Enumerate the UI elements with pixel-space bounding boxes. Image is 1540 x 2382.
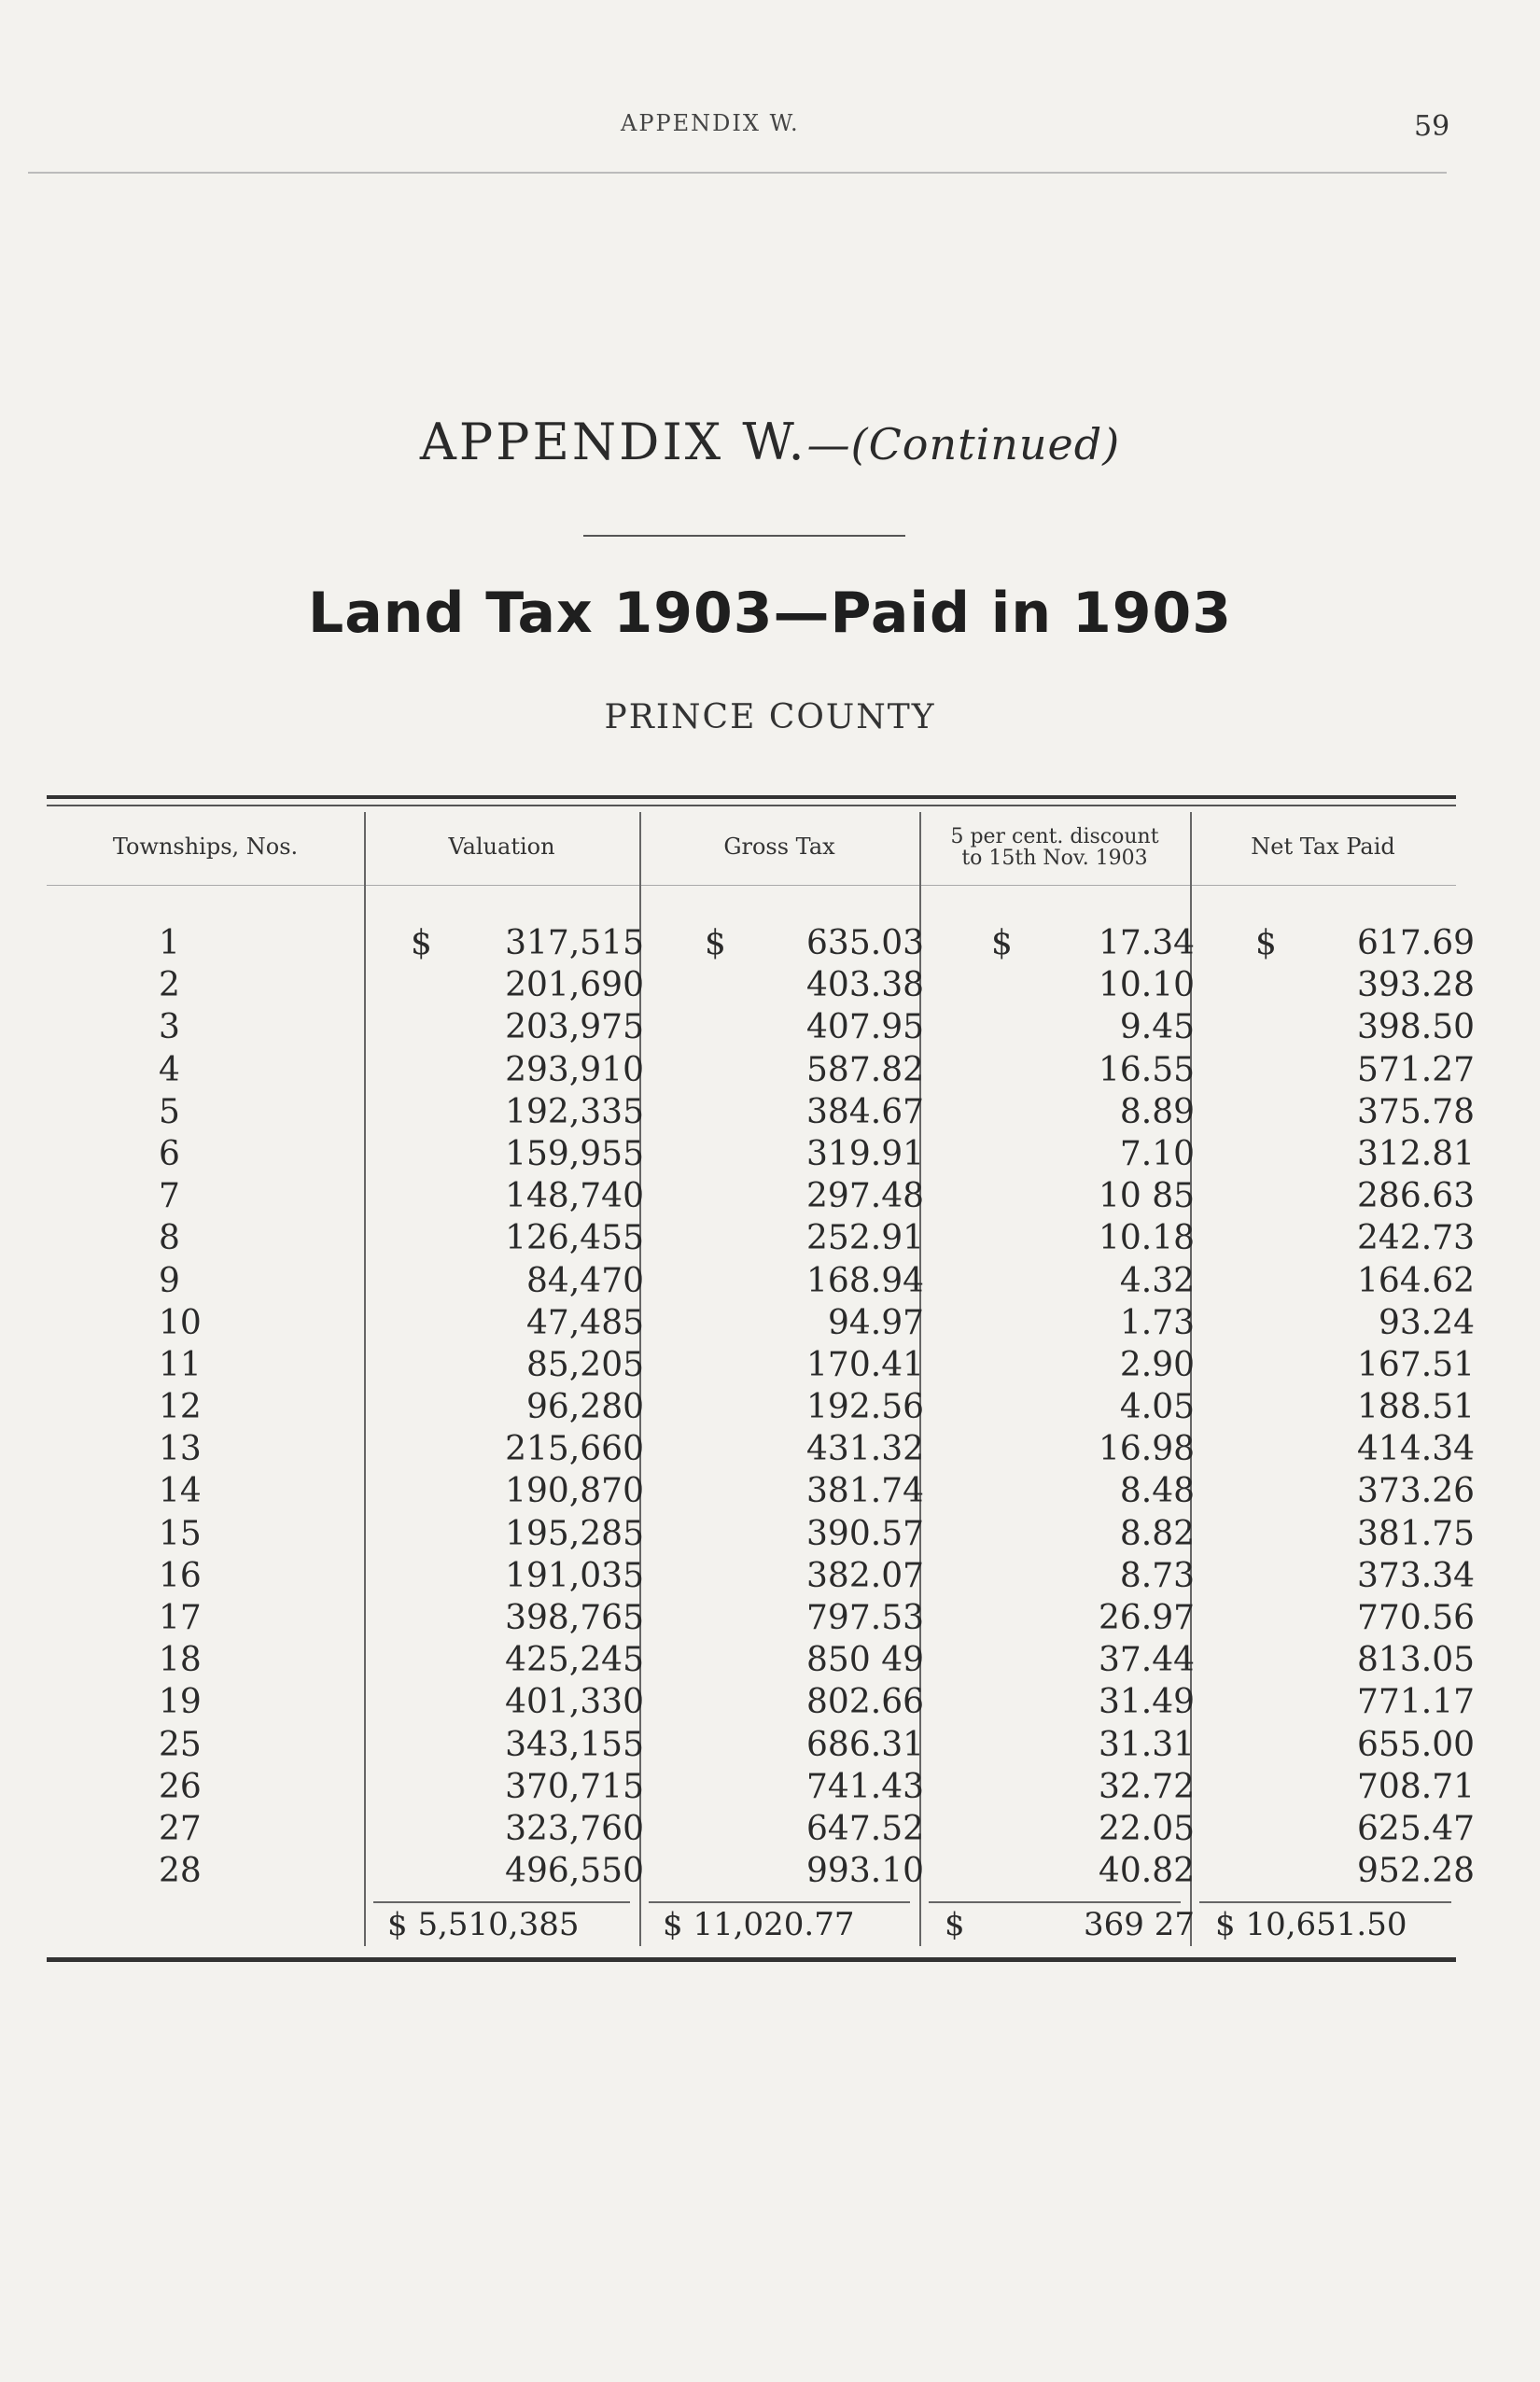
net-tax-cell: 625.47 bbox=[1357, 1809, 1475, 1848]
appendix-title-main: APPENDIX W. bbox=[419, 413, 807, 471]
totals-row bbox=[47, 1904, 1456, 1946]
gross-tax-cell: 647.52 bbox=[806, 1809, 924, 1848]
header-discount bbox=[919, 812, 1190, 883]
table-row bbox=[47, 1175, 1475, 1217]
township-cell: 5 bbox=[159, 1092, 180, 1131]
gross-tax-cell: 390.57 bbox=[806, 1514, 924, 1553]
discount-cell: 31.31 bbox=[1098, 1725, 1195, 1764]
total-net-tax: $ 10,651.50 bbox=[1215, 1906, 1407, 1943]
gross-tax-cell: 403.38 bbox=[806, 966, 924, 1005]
net-tax-cell: 813.05 bbox=[1357, 1641, 1475, 1680]
page-title: Land Tax 1903—Paid in 1903 bbox=[308, 581, 1232, 646]
discount-cell: 37.44 bbox=[1098, 1641, 1195, 1680]
net-tax-cell: 373.26 bbox=[1357, 1472, 1475, 1511]
discount-cell: 8.89 bbox=[1119, 1092, 1195, 1131]
table-row bbox=[47, 1428, 1475, 1470]
gross-tax-cell: 431.32 bbox=[806, 1430, 924, 1469]
net-tax-cell: 398.50 bbox=[1357, 1008, 1475, 1047]
header-gross-tax: Gross Tax bbox=[723, 834, 835, 861]
gross-tax-cell: 192.56 bbox=[806, 1388, 924, 1427]
gross-tax-cell: 170.41 bbox=[806, 1345, 924, 1384]
table-body bbox=[47, 922, 1475, 1892]
net-tax-cell: 617.69 bbox=[1357, 924, 1475, 962]
header-net-tax: Net Tax Paid bbox=[1251, 834, 1395, 861]
township-cell: 28 bbox=[159, 1852, 202, 1891]
township-cell: 8 bbox=[159, 1219, 180, 1258]
discount-cell: 4.32 bbox=[1119, 1261, 1195, 1300]
gross-tax-cell: 587.82 bbox=[806, 1050, 924, 1089]
appendix-title bbox=[0, 413, 1540, 471]
total-discount: 369 27 bbox=[1084, 1906, 1195, 1943]
total-rule-net bbox=[1199, 1901, 1451, 1903]
page-number: 59 bbox=[1414, 110, 1450, 143]
discount-cell: 31.49 bbox=[1098, 1683, 1195, 1722]
total-rule-gross bbox=[649, 1901, 910, 1903]
valuation-cell: 398,765 bbox=[505, 1599, 644, 1637]
township-cell: 12 bbox=[159, 1388, 202, 1427]
total-discount-currency: $ bbox=[945, 1906, 965, 1943]
gross-tax-cell: 686.31 bbox=[806, 1725, 924, 1764]
valuation-cell: 201,690 bbox=[505, 966, 644, 1005]
gross-tax-cell: 382.07 bbox=[806, 1556, 924, 1595]
township-cell: 27 bbox=[159, 1809, 202, 1848]
valuation-cell: 148,740 bbox=[505, 1177, 644, 1216]
valuation-cell: 203,975 bbox=[505, 1008, 644, 1047]
gross-tax-cell: 802.66 bbox=[806, 1683, 924, 1722]
table-row bbox=[47, 1260, 1475, 1302]
table-top-rule bbox=[47, 795, 1456, 799]
currency-discount: $ bbox=[991, 924, 1013, 962]
net-tax-cell: 375.78 bbox=[1357, 1092, 1475, 1131]
valuation-cell: 317,515 bbox=[505, 924, 644, 962]
township-cell: 9 bbox=[159, 1261, 180, 1300]
net-tax-cell: 93.24 bbox=[1378, 1303, 1475, 1342]
table-row bbox=[47, 1766, 1475, 1808]
discount-cell: 7.10 bbox=[1119, 1134, 1195, 1173]
table-row bbox=[47, 1808, 1475, 1850]
valuation-cell: 215,660 bbox=[505, 1430, 644, 1469]
total-rule-valuation bbox=[373, 1901, 630, 1903]
header-valuation: Valuation bbox=[448, 834, 555, 861]
valuation-cell: 323,760 bbox=[505, 1809, 644, 1848]
gross-tax-cell: 407.95 bbox=[806, 1008, 924, 1047]
gross-tax-cell: 252.91 bbox=[806, 1219, 924, 1258]
total-valuation: $ 5,510,385 bbox=[387, 1906, 580, 1943]
gross-tax-cell: 384.67 bbox=[806, 1092, 924, 1131]
net-tax-cell: 708.71 bbox=[1357, 1767, 1475, 1806]
township-cell: 11 bbox=[159, 1345, 202, 1384]
appendix-title-continued: —(Continued) bbox=[806, 419, 1121, 469]
township-cell: 6 bbox=[159, 1134, 180, 1173]
net-tax-cell: 188.51 bbox=[1357, 1388, 1475, 1427]
table-row bbox=[47, 1555, 1475, 1597]
table-row bbox=[47, 1850, 1475, 1892]
valuation-cell: 370,715 bbox=[505, 1767, 644, 1806]
valuation-cell: 425,245 bbox=[505, 1641, 644, 1680]
table-row bbox=[47, 1006, 1475, 1048]
valuation-cell: 126,455 bbox=[505, 1219, 644, 1258]
table-row bbox=[47, 1724, 1475, 1766]
township-cell: 19 bbox=[159, 1683, 202, 1722]
discount-cell: 40.82 bbox=[1098, 1852, 1195, 1891]
valuation-cell: 293,910 bbox=[505, 1050, 644, 1089]
township-cell: 7 bbox=[159, 1177, 180, 1216]
valuation-cell: 191,035 bbox=[505, 1556, 644, 1595]
gross-tax-cell: 297.48 bbox=[806, 1177, 924, 1216]
township-cell: 15 bbox=[159, 1514, 202, 1553]
discount-cell: 9.45 bbox=[1119, 1008, 1195, 1047]
valuation-cell: 159,955 bbox=[505, 1134, 644, 1173]
header-bottom-rule bbox=[47, 885, 1456, 886]
net-tax-cell: 312.81 bbox=[1357, 1134, 1475, 1173]
currency-net-tax: $ bbox=[1255, 924, 1277, 962]
valuation-cell: 96,280 bbox=[526, 1388, 644, 1427]
running-title: APPENDIX W. bbox=[621, 110, 800, 136]
gross-tax-cell: 741.43 bbox=[806, 1767, 924, 1806]
discount-cell: 8.82 bbox=[1119, 1514, 1195, 1553]
total-rule-discount bbox=[929, 1901, 1181, 1903]
gross-tax-cell: 168.94 bbox=[806, 1261, 924, 1300]
net-tax-cell: 167.51 bbox=[1357, 1345, 1475, 1384]
gross-tax-cell: 319.91 bbox=[806, 1134, 924, 1173]
table-row bbox=[47, 1386, 1475, 1428]
table-top-rule-thin bbox=[47, 805, 1456, 806]
table-row bbox=[47, 1049, 1475, 1091]
table-row bbox=[47, 1513, 1475, 1555]
township-cell: 1 bbox=[159, 924, 180, 962]
discount-cell: 16.55 bbox=[1098, 1050, 1195, 1089]
header-township: Townships, Nos. bbox=[112, 834, 299, 861]
discount-cell: 4.05 bbox=[1119, 1388, 1195, 1427]
township-cell: 4 bbox=[159, 1050, 180, 1089]
table-row bbox=[47, 1302, 1475, 1344]
running-head bbox=[0, 110, 1540, 147]
valuation-cell: 190,870 bbox=[505, 1472, 644, 1511]
discount-cell: 17.34 bbox=[1098, 924, 1195, 962]
gross-tax-cell: 993.10 bbox=[806, 1852, 924, 1891]
township-cell: 10 bbox=[159, 1303, 202, 1342]
title-divider bbox=[583, 535, 905, 537]
net-tax-cell: 393.28 bbox=[1357, 966, 1475, 1005]
net-tax-cell: 655.00 bbox=[1357, 1725, 1475, 1764]
county-subtitle: PRINCE COUNTY bbox=[604, 698, 936, 736]
valuation-cell: 85,205 bbox=[526, 1345, 644, 1384]
valuation-cell: 343,155 bbox=[505, 1725, 644, 1764]
net-tax-cell: 381.75 bbox=[1357, 1514, 1475, 1553]
discount-cell: 10.18 bbox=[1098, 1219, 1195, 1258]
discount-cell: 8.48 bbox=[1119, 1472, 1195, 1511]
township-cell: 26 bbox=[159, 1767, 202, 1806]
table-row bbox=[47, 1344, 1475, 1386]
net-tax-cell: 286.63 bbox=[1357, 1177, 1475, 1216]
table-row bbox=[47, 1681, 1475, 1723]
discount-cell: 10.10 bbox=[1098, 966, 1195, 1005]
gross-tax-cell: 381.74 bbox=[806, 1472, 924, 1511]
header-discount-line2: to 15th Nov. 1903 bbox=[961, 847, 1148, 870]
discount-cell: 10 85 bbox=[1098, 1177, 1195, 1216]
total-gross-tax: $ 11,020.77 bbox=[663, 1906, 855, 1943]
valuation-cell: 496,550 bbox=[505, 1852, 644, 1891]
net-tax-cell: 952.28 bbox=[1357, 1852, 1475, 1891]
valuation-cell: 401,330 bbox=[505, 1683, 644, 1722]
currency-gross-tax: $ bbox=[705, 924, 726, 962]
header-discount-line1: 5 per cent. discount bbox=[950, 824, 1159, 848]
table-row bbox=[47, 1091, 1475, 1133]
table-row bbox=[47, 1217, 1475, 1259]
valuation-cell: 195,285 bbox=[505, 1514, 644, 1553]
table-row bbox=[47, 1597, 1475, 1639]
net-tax-cell: 571.27 bbox=[1357, 1050, 1475, 1089]
gross-tax-cell: 635.03 bbox=[806, 924, 924, 962]
net-tax-cell: 414.34 bbox=[1357, 1430, 1475, 1469]
table-row bbox=[47, 1133, 1475, 1175]
gross-tax-cell: 850 49 bbox=[806, 1641, 924, 1680]
discount-cell: 8.73 bbox=[1119, 1556, 1195, 1595]
township-cell: 14 bbox=[159, 1472, 202, 1511]
net-tax-cell: 242.73 bbox=[1357, 1219, 1475, 1258]
valuation-cell: 47,485 bbox=[526, 1303, 644, 1342]
gross-tax-cell: 94.97 bbox=[827, 1303, 924, 1342]
gross-tax-cell: 797.53 bbox=[806, 1599, 924, 1637]
township-cell: 18 bbox=[159, 1641, 202, 1680]
discount-cell: 22.05 bbox=[1098, 1809, 1195, 1848]
currency-valuation: $ bbox=[411, 924, 432, 962]
valuation-cell: 192,335 bbox=[505, 1092, 644, 1131]
discount-cell: 1.73 bbox=[1119, 1303, 1195, 1342]
running-head-rule bbox=[28, 172, 1447, 174]
table-bottom-rule bbox=[47, 1957, 1456, 1962]
table-row bbox=[47, 922, 1475, 964]
township-cell: 13 bbox=[159, 1430, 202, 1469]
net-tax-cell: 164.62 bbox=[1357, 1261, 1475, 1300]
valuation-cell: 84,470 bbox=[526, 1261, 644, 1300]
township-cell: 2 bbox=[159, 966, 180, 1005]
township-cell: 16 bbox=[159, 1556, 202, 1595]
township-cell: 3 bbox=[159, 1008, 180, 1047]
discount-cell: 16.98 bbox=[1098, 1430, 1195, 1469]
net-tax-cell: 771.17 bbox=[1357, 1683, 1475, 1722]
discount-cell: 26.97 bbox=[1098, 1599, 1195, 1637]
table-row bbox=[47, 964, 1475, 1006]
table-row bbox=[47, 1470, 1475, 1512]
township-cell: 25 bbox=[159, 1725, 202, 1764]
township-cell: 17 bbox=[159, 1599, 202, 1637]
discount-cell: 2.90 bbox=[1119, 1345, 1195, 1384]
discount-cell: 32.72 bbox=[1098, 1767, 1195, 1806]
table-row bbox=[47, 1639, 1475, 1681]
net-tax-cell: 373.34 bbox=[1357, 1556, 1475, 1595]
net-tax-cell: 770.56 bbox=[1357, 1599, 1475, 1637]
